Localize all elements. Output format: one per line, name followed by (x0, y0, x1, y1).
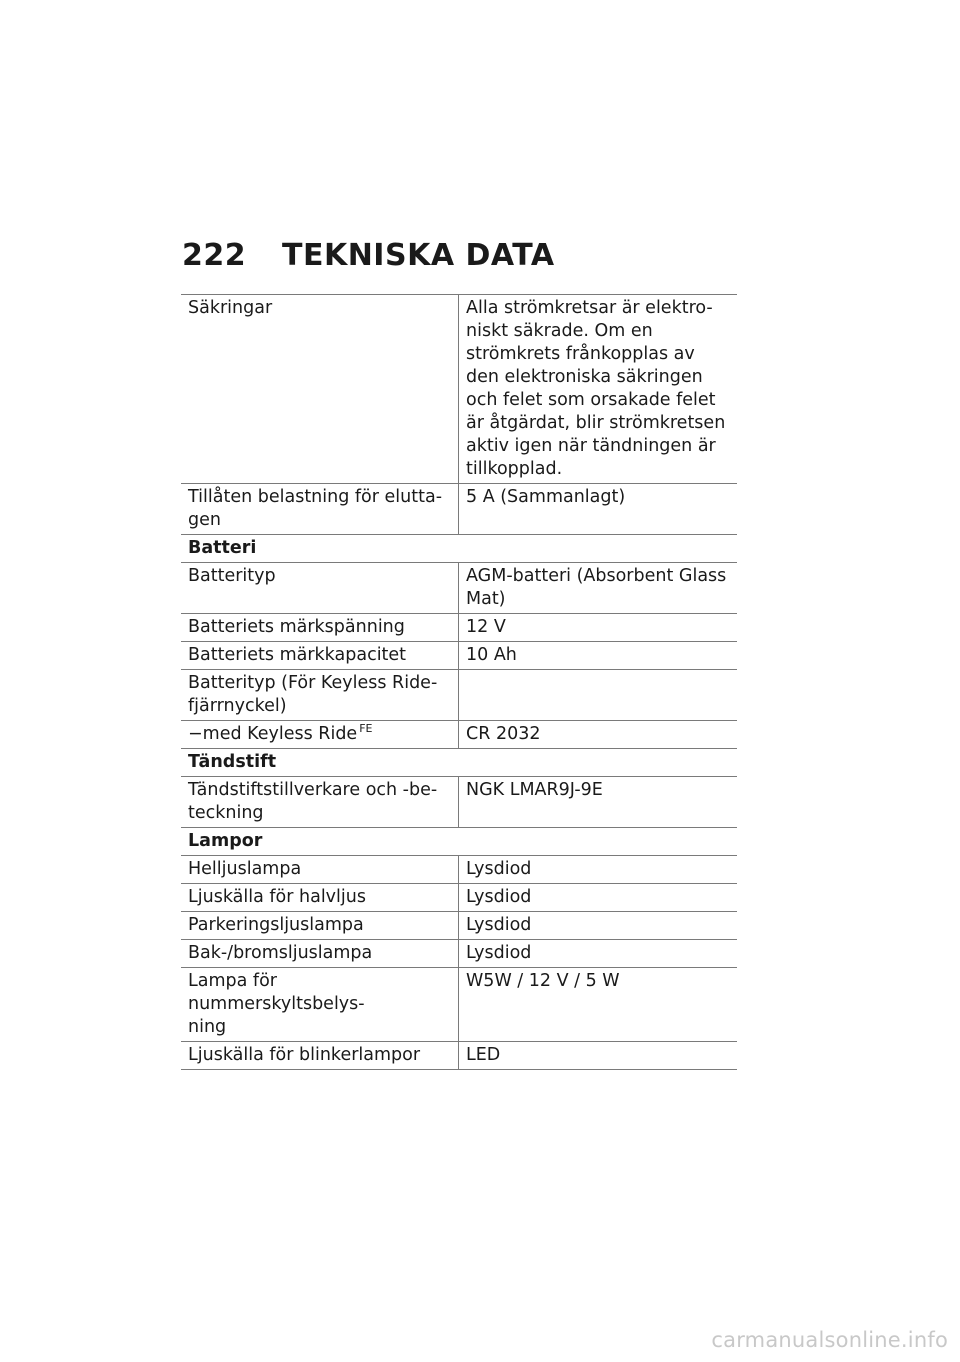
spec-value: CR 2032 (459, 721, 738, 749)
spec-label-cell (181, 856, 459, 884)
table-row (181, 968, 737, 1042)
section-row (181, 535, 737, 563)
spec-label-cell (181, 642, 459, 670)
spec-value: 5 A (Sammanlagt) (459, 484, 738, 535)
spec-value: 12 V (459, 614, 738, 642)
spec-label: Säkringar (188, 298, 273, 318)
spec-label: Lampa för nummerskyltsbelys- ning (188, 971, 365, 1037)
table-row (181, 940, 737, 968)
page-title: TEKNISKA DATA (282, 238, 555, 273)
section-heading: Tändstift (181, 749, 737, 777)
section-row (181, 828, 737, 856)
watermark: carmanualsonline.info (711, 1328, 948, 1352)
table-row (181, 642, 737, 670)
spec-value: 10 Ah (459, 642, 738, 670)
spec-label: Parkeringsljuslampa (188, 915, 364, 935)
spec-label: Tillåten belastning för elutta- gen (188, 487, 443, 530)
table-row (181, 484, 737, 535)
spec-label-cell (181, 884, 459, 912)
spec-label-cell (181, 940, 459, 968)
spec-label-cell (181, 968, 459, 1042)
spec-label: Batteriets märkkapacitet (188, 645, 407, 665)
spec-value: LED (459, 1042, 738, 1070)
spec-label-cell (181, 721, 459, 749)
spec-label-cell (181, 614, 459, 642)
spec-label-cell (181, 1042, 459, 1070)
table-row (181, 563, 737, 614)
section-heading: Batteri (181, 535, 737, 563)
spec-value: NGK LMAR9J-9E (459, 777, 738, 828)
table-row (181, 884, 737, 912)
spec-label: Batterityp (För Keyless Ride- fjärrnyckel) (188, 673, 438, 716)
section-heading: Lampor (181, 828, 737, 856)
page-number: 222 (182, 238, 247, 273)
spec-value: Lysdiod (459, 884, 738, 912)
spec-table-body (181, 295, 737, 1070)
spec-value (459, 670, 738, 721)
spec-label: Helljuslampa (188, 859, 302, 879)
table-row (181, 912, 737, 940)
page-header (182, 238, 742, 278)
spec-label-cell (181, 484, 459, 535)
table-row (181, 295, 737, 484)
spec-label: Tändstiftstillverkare och -be- teckning (188, 780, 438, 823)
table-row (181, 1042, 737, 1070)
spec-label-cell (181, 563, 459, 614)
spec-value: Lysdiod (459, 940, 738, 968)
spec-label-cell (181, 670, 459, 721)
spec-label: Batterityp (188, 566, 276, 586)
spec-value: Lysdiod (459, 912, 738, 940)
table-row (181, 614, 737, 642)
spec-label: Ljuskälla för halvljus (188, 887, 366, 907)
spec-label: −med Keyless Ride (188, 724, 358, 744)
table-row (181, 777, 737, 828)
spec-label: Ljuskälla för blinkerlampor (188, 1045, 421, 1065)
table-row (181, 721, 737, 749)
spec-label: Batteriets märkspänning (188, 617, 405, 637)
table-row (181, 856, 737, 884)
table-row (181, 670, 737, 721)
spec-table (181, 294, 737, 1070)
spec-value: Alla strömkretsar är elektro- niskt säkrade. Om en strömkrets frånkopplas av den elektroniska säkringen och felet som orsakade felet är åtgärdat, blir strömkretsen aktiv igen när tändningen är tillkopplad. (459, 295, 738, 484)
spec-label-cell (181, 912, 459, 940)
spec-label-cell (181, 777, 459, 828)
section-row (181, 749, 737, 777)
spec-label: Bak-/bromsljuslampa (188, 943, 373, 963)
spec-value: AGM-batteri (Absorbent Glass Mat) (459, 563, 738, 614)
spec-value: Lysdiod (459, 856, 738, 884)
spec-value: W5W / 12 V / 5 W (459, 968, 738, 1042)
spec-label-superscript: FE (359, 722, 373, 735)
spec-label-cell (181, 295, 459, 484)
